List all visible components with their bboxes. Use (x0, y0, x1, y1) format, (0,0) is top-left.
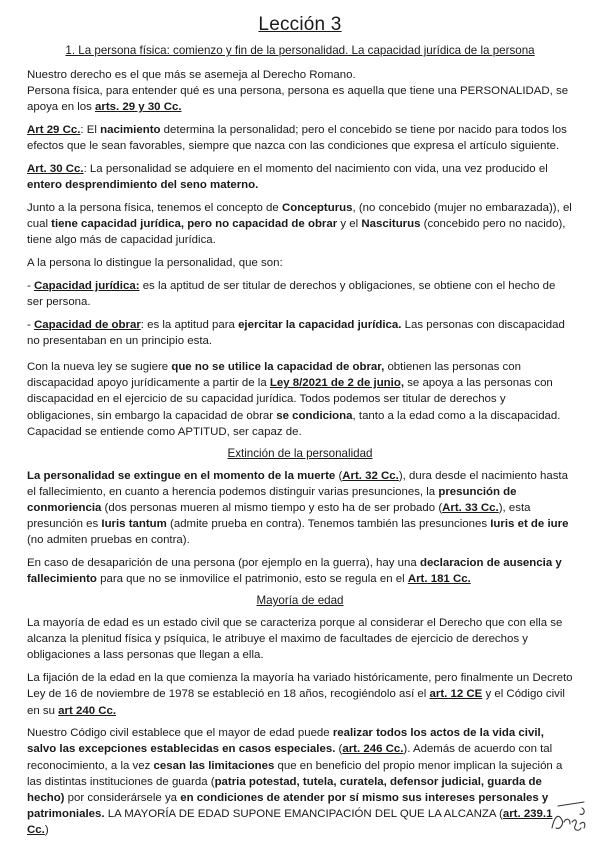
article-reference: Art 29 Cc. (27, 124, 81, 137)
concepturus-paragraph: Junto a la persona física, tenemos el concepto de Concepturus, (no concebido (mujer no embarazada)), el cual tiene capacidad jurídica, pero no capacidad de obrar y el Nasciturus (concebido pero no nacido), tiene algo más de capacidad jurídica. (27, 201, 572, 247)
article-reference: Art. 30 Cc. (27, 163, 84, 176)
article-reference: Art. 181 Cc. (407, 573, 471, 586)
art30-paragraph: Art. 30 Cc.: La personalidad se adquiere en el momento del nacimiento con vida, una vez producido el entero desprendimiento del seno materno. (27, 163, 548, 192)
nueva-ley-paragraph: Con la nueva ley se sugiere que no se utilice la capacidad de obrar, obtienen las personas con discapacidad apoyo jurídicamente a partir de la Ley 8/2021 de 2 de junio, se apoya a las personas con discapacidad en el ejercicio de su capacidad jurídica. Todos podemos ser titular de derechos y obligaciones, sin embargo la capacidad de obrar se condiciona, tanto a la edad como a la discapacidad. Capacidad se entiende como APTITUD, ser capaz de. (27, 361, 561, 438)
mayoria-heading: Mayoría de edad (256, 593, 344, 607)
extincion-paragraph: La personalidad se extingue en el momento de la muerte (Art. 32 Cc.), dura desde el nacimiento hasta el fallecimiento, en cuanto a herencia podemos distinguir varias presunciones, la presunción de conmoriencia (dos personas mueren al mismo tiempo y esto ha de ser probado (Art. 33 Cc.), esta presunción es Iuris tantum (admite prueba en contra). Tenemos también las presunciones Iuris et de iure (no admiten pruebas en contra). (27, 469, 569, 547)
mayoria-paragraph: La mayoría de edad es un estado civil que se caracteriza porque al considerar el Derecho que con ella se alcanza la plenitud física y psíquica, le atribuye el maximo de facultades de ejercicio de derechos y obligaciones a lass personas que llegan a ella. (27, 616, 563, 662)
article-reference: art. 12 CE (429, 688, 483, 701)
capacidad-obrar-item: - Capacidad de obrar: es la aptitud para ejercitar la capacidad jurídica. Las personas con discapacidad no presentaban en un principio esta. (27, 318, 565, 347)
fijacion-paragraph: La fijación de la edad en la que comienza la mayoría ha variado históricamente, pero finalmente un Decreto Ley de 16 de noviembre de 1978 se estableció en 18 años, recogiéndolo así el art. 12 CE y el Código civil en su art 240 Cc. (27, 672, 573, 717)
article-reference: arts. 29 y 30 Cc. (95, 101, 182, 114)
article-reference: art. 246 Cc. (342, 743, 404, 756)
capacidad-juridica-item: - Capacidad jurídica: es la aptitud de ser titular de derechos y obligaciones, se obtiene con el hecho de ser persona. (27, 279, 556, 308)
codigo-civil-paragraph: Nuestro Código civil establece que el mayor de edad puede realizar todos los actos de la vida civil, salvo las excepciones establecidas en casos especiales. (art. 246 Cc.). Además de acuerdo con tal reconocimiento, a la vez cesan las limitaciones que en beneficio del propio menor implican la sujeción a las distintas instituciones de guarda (patria potestad, tutela, curatela, defensor judicial, guarda de hecho) por considerársele ya en condiciones de atender por sí mismo sus intereses personales y patrimoniales. LA MAYORÍA DE EDAD SUPONE EMANCIPACIÓN DEL QUE LA ALCANZA (art. 239.1 Cc.) (27, 727, 563, 837)
signature-logo (544, 798, 590, 840)
article-reference: art 240 Cc. (58, 704, 117, 717)
section-subtitle: 1. La persona física: comienzo y fin de la personalidad. La capacidad jurídica de la persona (65, 44, 535, 57)
article-reference: Art. 32 Cc. (342, 469, 399, 482)
page-title: Lección 3 (258, 14, 342, 35)
desaparicion-paragraph: En caso de desaparición de una persona (por ejemplo en la guerra), hay una declaracion de ausencia y fallecimiento para que no se inmovilice el patrimonio, esto se regula en el Art. 181 Cc. (27, 557, 562, 586)
intro-paragraph: Nuestro derecho es el que más se asemeja al Derecho Romano. Persona física, para entender qué es una persona, persona es aquella que tiene una PERSONALIDAD, se apoya en los arts. 29 y 30 Cc. (27, 69, 569, 114)
extincion-heading: Extinción de la personalidad (227, 446, 373, 460)
article-reference: Art. 33 Cc. (442, 501, 499, 514)
article-reference: art. 239.1 Cc. (27, 808, 553, 837)
law-reference: Ley 8/2021 de 2 de junio, (269, 377, 405, 390)
art29-paragraph: Art 29 Cc.: El nacimiento determina la personalidad; pero el concebido se tiene por nacido para todos los efectos que le sean favorables, siempre que nazca con las condiciones que expresa el artículo siguiente. (27, 124, 567, 153)
distingue-paragraph: A la persona lo distingue la personalidad, que son: (27, 257, 283, 270)
